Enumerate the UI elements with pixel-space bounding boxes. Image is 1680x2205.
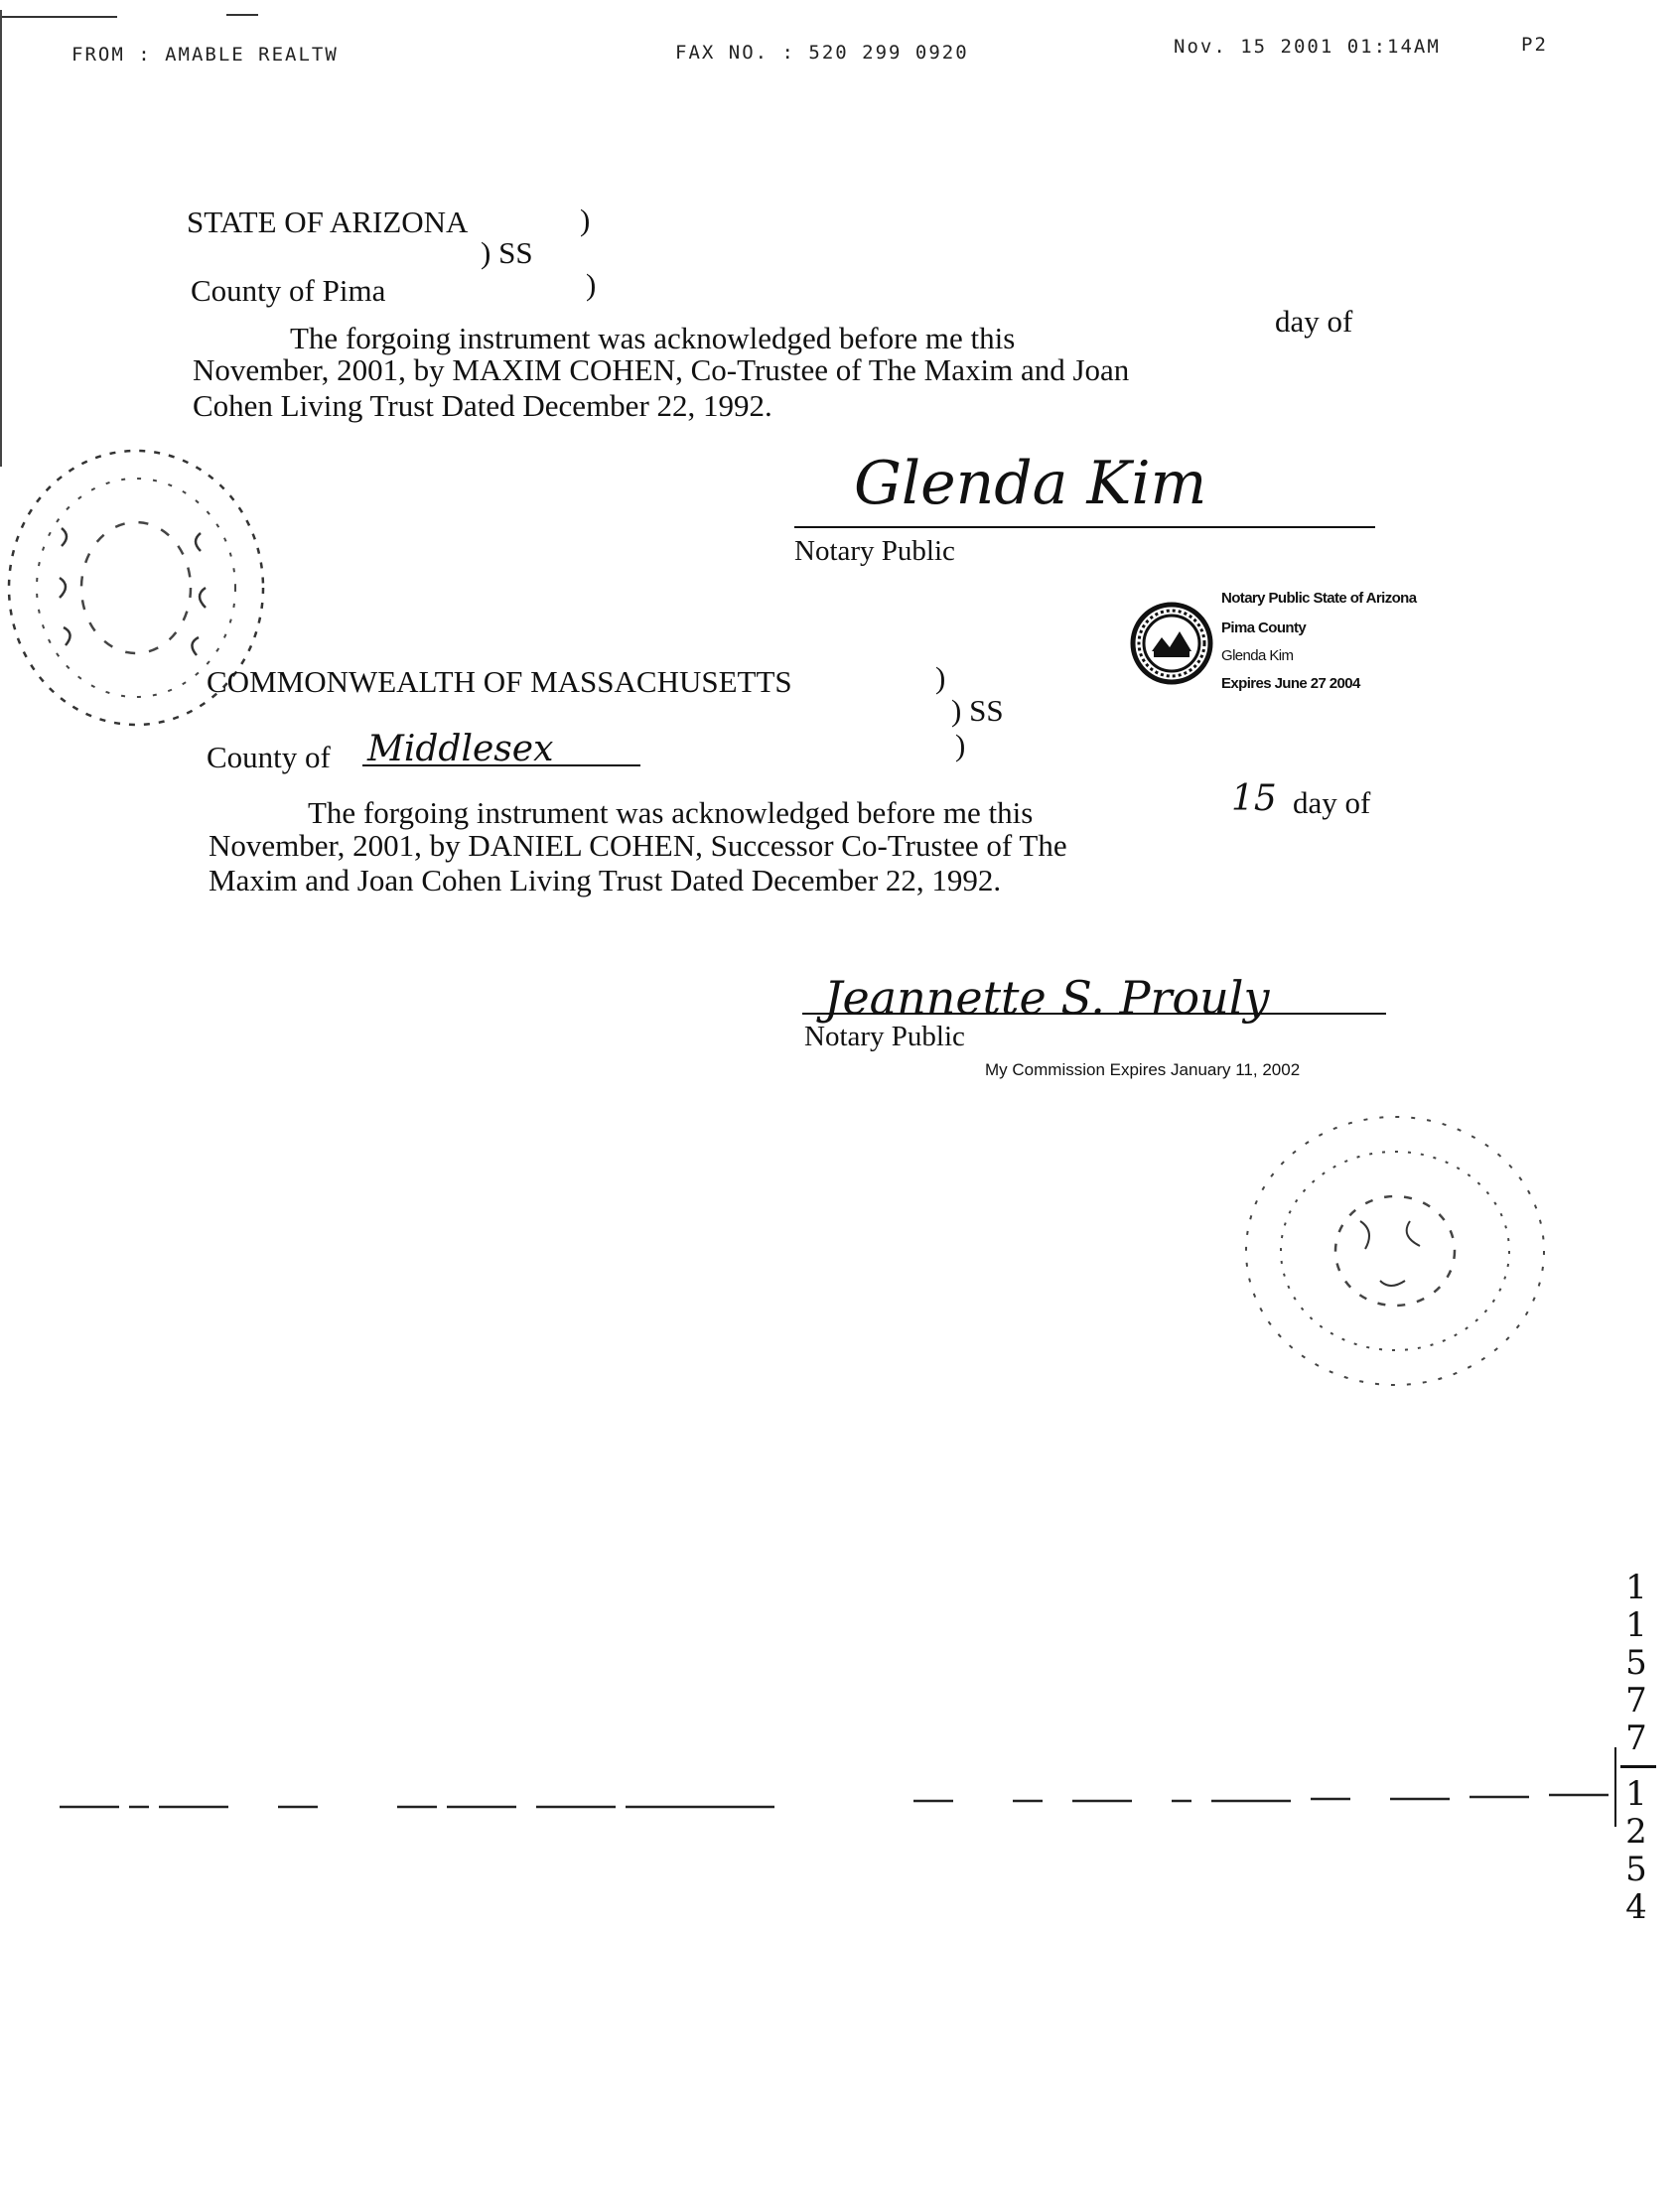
- margin-divider: [1620, 1765, 1656, 1768]
- margin-page-number: [1616, 1775, 1656, 1926]
- margin-book-number: [1616, 1569, 1656, 1757]
- az-ack-line-3: Cohen Living Trust Dated December 22, 1992.: [193, 388, 772, 423]
- fax-number: FAX NO. : 520 299 0920: [675, 42, 969, 64]
- ma-commission-expiry: My Commission Expires January 11, 2002: [985, 1060, 1301, 1079]
- scan-mark: [0, 16, 117, 18]
- az-ss: ) SS: [481, 235, 533, 270]
- ma-paren-2: ): [955, 728, 966, 762]
- ma-ack-line-2: November, 2001, by DANIEL COHEN, Successor Co-Trustee of The: [209, 828, 1067, 863]
- az-paren: ): [580, 203, 591, 237]
- ma-signature-line: [802, 1013, 1386, 1015]
- ma-notary-signature: Jeannette S. Prouly: [824, 971, 1270, 1025]
- ma-county-line: [362, 764, 640, 766]
- scan-dashed-line: [60, 1783, 1618, 1813]
- fax-page: P2: [1521, 34, 1548, 56]
- margin-digit: 5: [1625, 1643, 1647, 1683]
- ma-ss: ) SS: [951, 693, 1004, 728]
- ma-ack-day-of: day of: [1293, 785, 1371, 820]
- az-notary-signature: Glenda Kim: [854, 449, 1207, 518]
- margin-digit: 4: [1625, 1887, 1647, 1927]
- az-stamp-county: Pima County: [1221, 620, 1307, 636]
- az-state-seal-icon: [1130, 602, 1213, 685]
- margin-digit: 1: [1625, 1605, 1647, 1645]
- ma-county-label: County of: [207, 740, 331, 774]
- az-ack-day-of: day of: [1275, 304, 1353, 339]
- ma-notary-seal: [1231, 1102, 1559, 1400]
- fax-datetime: Nov. 15 2001 01:14AM: [1174, 36, 1441, 58]
- margin-digit: 1: [1625, 1568, 1647, 1607]
- fax-from: FROM : AMABLE REALTW: [71, 44, 339, 66]
- margin-digit: 2: [1625, 1812, 1647, 1852]
- az-ack-line-1: The forgoing instrument was acknowledged before me this: [290, 321, 1016, 355]
- scan-mark: [226, 14, 258, 16]
- margin-digit: 7: [1625, 1719, 1647, 1758]
- ma-state-heading: COMMONWEALTH OF MASSACHUSETTS: [207, 664, 792, 699]
- ma-county-handwritten: Middlesex: [367, 729, 554, 769]
- ma-ack-line-3: Maxim and Joan Cohen Living Trust Dated December 22, 1992.: [209, 863, 1002, 897]
- margin-digit: 7: [1625, 1681, 1647, 1721]
- az-state-heading: STATE OF ARIZONA: [187, 205, 469, 239]
- az-stamp-name: Glenda Kim: [1221, 647, 1294, 664]
- ma-ack-line-1: The forgoing instrument was acknowledged before me this: [308, 795, 1034, 830]
- az-stamp-expiry: Expires June 27 2004: [1221, 675, 1360, 692]
- margin-digit: 1: [1625, 1774, 1647, 1814]
- ma-day-handwritten: 15: [1231, 778, 1277, 819]
- az-paren-2: ): [586, 267, 597, 302]
- scan-mark: [0, 10, 2, 467]
- ma-paren: ): [935, 660, 946, 695]
- az-stamp-title: Notary Public State of Arizona: [1221, 590, 1417, 607]
- ma-notary-label: Notary Public: [804, 1021, 965, 1052]
- margin-digit: 5: [1625, 1850, 1647, 1889]
- az-notary-label: Notary Public: [794, 535, 955, 567]
- az-ack-line-2: November, 2001, by MAXIM COHEN, Co-Trustee of The Maxim and Joan: [193, 352, 1130, 387]
- az-county: County of Pima: [191, 273, 386, 308]
- az-signature-line: [794, 526, 1375, 528]
